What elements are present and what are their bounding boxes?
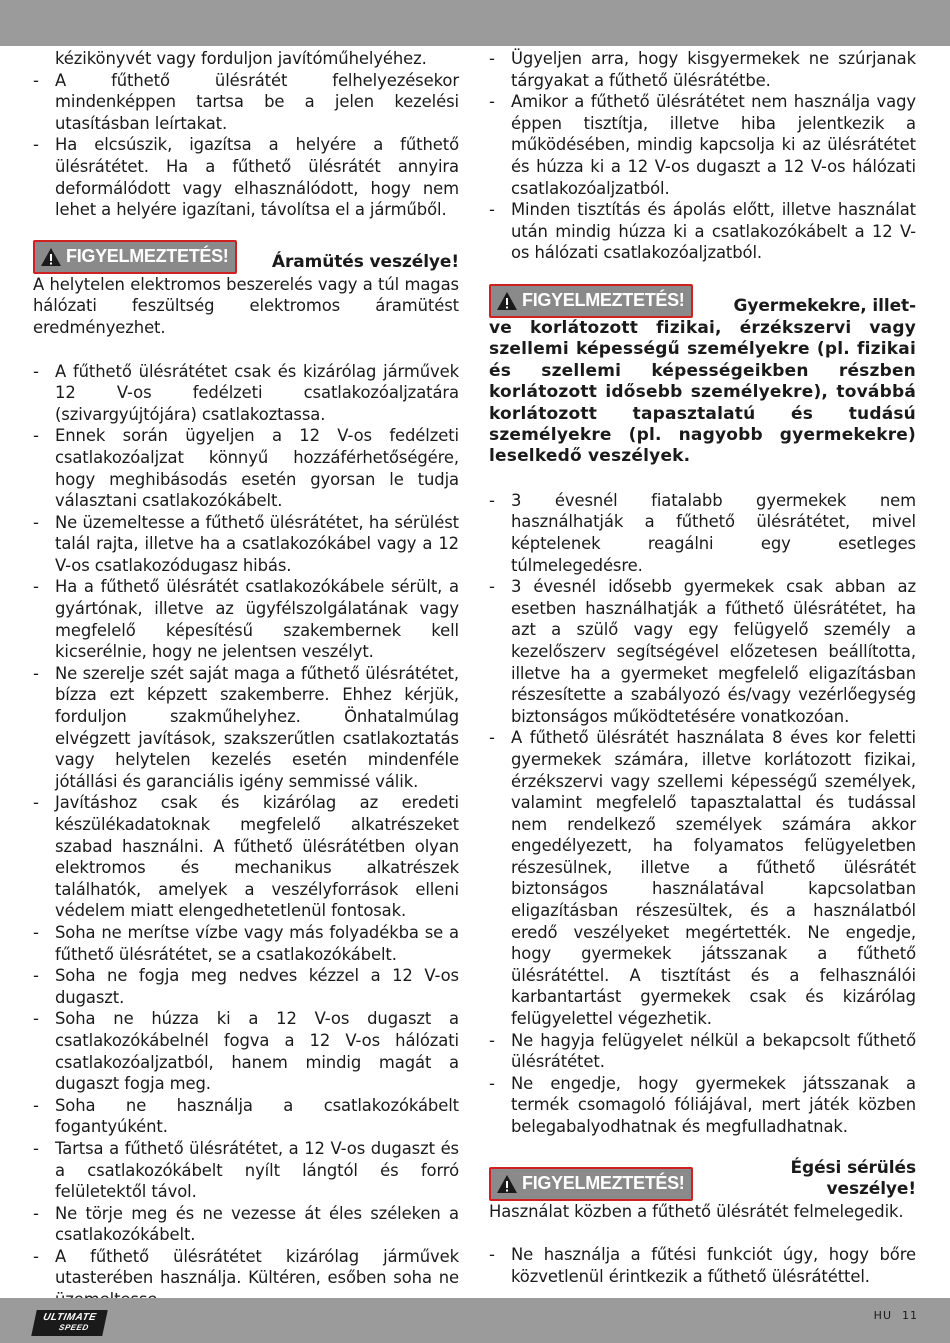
list-item: - Ne üzemeltesse a fűthető ülésrátétet, ha sérülést talál rajta, illetve ha a csatlakozókábel vagy a 12 V-os csatlakozódugasz hibás.: [33, 512, 459, 577]
list-item: - Soha ne húzza ki a 12 V-os dugaszt a csatlakozókábelnél fogva a 12 V-os hálózati csatlakozóaljzatból, hanem mindig magát a dugaszt fogja meg.: [33, 1008, 459, 1094]
list-item: - Ha a fűthető ülésrátét csatlakozókábele sérült, a gyártónak, illetve az ügyfélszolgálatának vagy megfelelő képesítésű szakembernek kell kicserélnie, hogy ne jelentsen veszélyt.: [33, 576, 459, 662]
left-column: [33, 48, 459, 1311]
warning-triangle-icon: [496, 291, 518, 311]
top-bar: [0, 0, 950, 46]
top-list: [489, 48, 916, 264]
warning-text: Használat közben a fűthető ülésrátét felmelegedik.: [489, 1201, 904, 1221]
warning-badge: [489, 1167, 693, 1201]
list-item: - Soha ne használja a csatlakozókábelt fogantyúként.: [33, 1095, 459, 1138]
warning-badge: [33, 240, 237, 274]
safety-list: [33, 361, 459, 1311]
warning-triangle-icon: [40, 247, 62, 267]
list-item: - Ha elcsúszik, igazítsa a helyére a fűthető ülésrátétet. Ha a fűthető ülésrátét annyira deformálódott vagy elhasználódott, hogy nem lehet a helyére igazítani, távolítsa el a járműből.: [33, 134, 459, 220]
warning-burn: [489, 1158, 916, 1201]
list-item: - Tartsa a fűthető ülésrátétet, a 12 V-os dugaszt és a csatlakozókábelt nyílt lángtól és forró felületektől távol.: [33, 1138, 459, 1203]
warning-children: [489, 284, 916, 318]
list-item: - A fűthető ülésrátétet csak és kizárólag járművek 12 V-os fedélzeti csatlakozóaljzatára (szivargyújtójára) csatlakoztassa.: [33, 361, 459, 426]
language-code: HU: [873, 1309, 892, 1322]
brand-logo: [34, 1310, 105, 1336]
page-footer: [874, 1309, 918, 1322]
list-item: - Ne engedje, hogy gyermekek játsszanak a termék csomagoló fóliájával, mert játék közben belegabalyodhatnak és megfulladhatnak.: [489, 1073, 916, 1138]
list-item: - Soha ne fogja meg nedves kézzel a 12 V-os dugaszt.: [33, 965, 459, 1008]
logo-line-1: ULTIMATE: [42, 1312, 98, 1323]
continued-text: kézikönyvét vagy forduljon javítóműhelyéhez.: [55, 49, 427, 68]
list-item: - Javításhoz csak és kizárólag az eredeti készülékadatoknak megfelelő alkatrészeket szabad használni. A fűthető ülésrátétben olyan elektromos és mechanikus alkatrészek találhatók, amelyek a veszélyforrások elleni védelem miatt elengedhetetlenül fontosak.: [33, 792, 459, 922]
warning-badge-label: FIGYELMEZTETÉS!: [522, 290, 685, 311]
warning-badge-label: FIGYELMEZTETÉS!: [66, 245, 229, 266]
list-item: - Minden tisztítás és ápolás előtt, illetve használat után mindig húzza ki a csatlakozókábelt a 12 V-os hálózati csatlakozóaljzatból.: [489, 199, 916, 264]
warning-title-first: Gyermekekre, illet-: [733, 296, 916, 317]
list-item: - Ne szerelje szét saját maga a fűthető ülésrátétet, bízza ezt képzett szakemberre. Ehhez kérjük, forduljon szakműhelyhez. Önhatalmúlag elvégzett javítások, szakszerűtlen csatlakoztatás vagy helytelen kezelés esetén mindenféle jótállási és garanciális igény semmissé válik.: [33, 663, 459, 793]
list-item: - A fűthető ülésrátét felhelyezésekor mindenképpen tartsa be a jelen kezelési utasításban leírtakat.: [33, 70, 459, 135]
warning-title: Áramütés veszélye!: [271, 252, 459, 273]
list-item: - Ügyeljen arra, hogy kisgyermekek ne szúrjanak tárgyakat a fűthető ülésrátétbe.: [489, 48, 916, 91]
intro-list: [33, 70, 459, 221]
warning-triangle-icon: [496, 1174, 518, 1194]
warning-title-rest: ve korlátozott fizikai, érzékszervi vagy szellemi képességű személyekre (pl. fizikai és szellemi képességeikben részben korlátozott idősebb személyekre), továbbá korlátozott tapasztalatú és tudású személyekre (pl. nagyobb gyermekekre) leselkedő veszélyek.: [489, 317, 916, 467]
logo-line-2: SPEED: [58, 1323, 90, 1332]
list-item: - 3 évesnél idősebb gyermekek csak abban az esetben használhatják a fűthető ülésrátétet, ha azt a szülő vagy egy felügyelő személy a kezelőszerv segítségével előzetesen beállította, illetve ha a gyermeket megfelelő eligazításban részesítette a szabályozó és/vagy vezérlőegység biztonságos működtetésére vonatkozóan.: [489, 576, 916, 727]
warning-badge-label: FIGYELMEZTETÉS!: [522, 1172, 685, 1193]
children-list: [489, 490, 916, 1138]
warning-badge: [489, 284, 693, 318]
list-item: - Amikor a fűthető ülésrátétet nem használja vagy éppen tisztítja, illetve hiba jelentkezik a működésében, mindig kapcsolja ki az ülésrátétet és húzza ki a 12 V-os dugaszt a 12 V-os hálózati csatlakozóaljzatból.: [489, 91, 916, 199]
list-item: - Ennek során ügyeljen a 12 V-os fedélzeti csatlakozóaljzat könnyű hozzáférhetőségére, hogy meghibásodás esetén gyorsan le tudja választani csatlakozókábelt.: [33, 425, 459, 511]
list-item: - 3 évesnél fiatalabb gyermekek nem használhatják a fűthető ülésrátétet, mivel képtelenek reagálni egy esetleges túlmelegedésre.: [489, 490, 916, 576]
list-item: - Ne törje meg és ne vezesse át éles széleken a csatlakozókábelt.: [33, 1203, 459, 1246]
bottom-bar: [0, 1298, 950, 1343]
right-column: [489, 48, 916, 1287]
warning-title: Égési sérülés veszélye!: [790, 1157, 916, 1200]
list-item: - Soha ne merítse vízbe vagy más folyadékba se a fűthető ülésrátétet, se a csatlakozókábelt.: [33, 922, 459, 965]
list-item: - Ne hagyja felügyelet nélkül a bekapcsolt fűthető ülésrátétet.: [489, 1030, 916, 1073]
list-item: - A fűthető ülésrátét használata 8 éves kor feletti gyermekek számára, illetve korlátozott fizikai, érzékszervi vagy szellemi képességű személyek, valamint megfelelő tapasztalattal és tudással nem rendelkező személyek számára akkor engedélyezett, ha folyamatos felügyeletben részesülnek, illetve a fűthető ülésrátét biztonságos használatával kapcsolatban eligazításban részesültek, és a használatból eredő veszélyeket megértették. Ne engedje, hogy gyermekek játsszanak a fűthető ülésrátéttel. A tisztítást és a felhasználói karbantartást gyermekek csak és kizárólag felügyelettel végezhetik.: [489, 727, 916, 1029]
list-item: - A fűthető ülésrátétet kizárólag járművek utasterében használja. Kültéren, esőben soha ne: [33, 1246, 459, 1311]
page-number: 11: [902, 1309, 918, 1322]
warning-electric-shock: [33, 240, 459, 274]
warning-text: A helytelen elektromos beszerelés vagy a túl magas hálózati feszültség elektromos áramütést eredményezhet.: [33, 274, 459, 337]
list-item: - Ne használja a fűtési funkciót úgy, hogy bőre közvetlenül érintkezik a fűthető ülésrátéttel.: [489, 1244, 916, 1287]
burn-list: [489, 1244, 916, 1287]
